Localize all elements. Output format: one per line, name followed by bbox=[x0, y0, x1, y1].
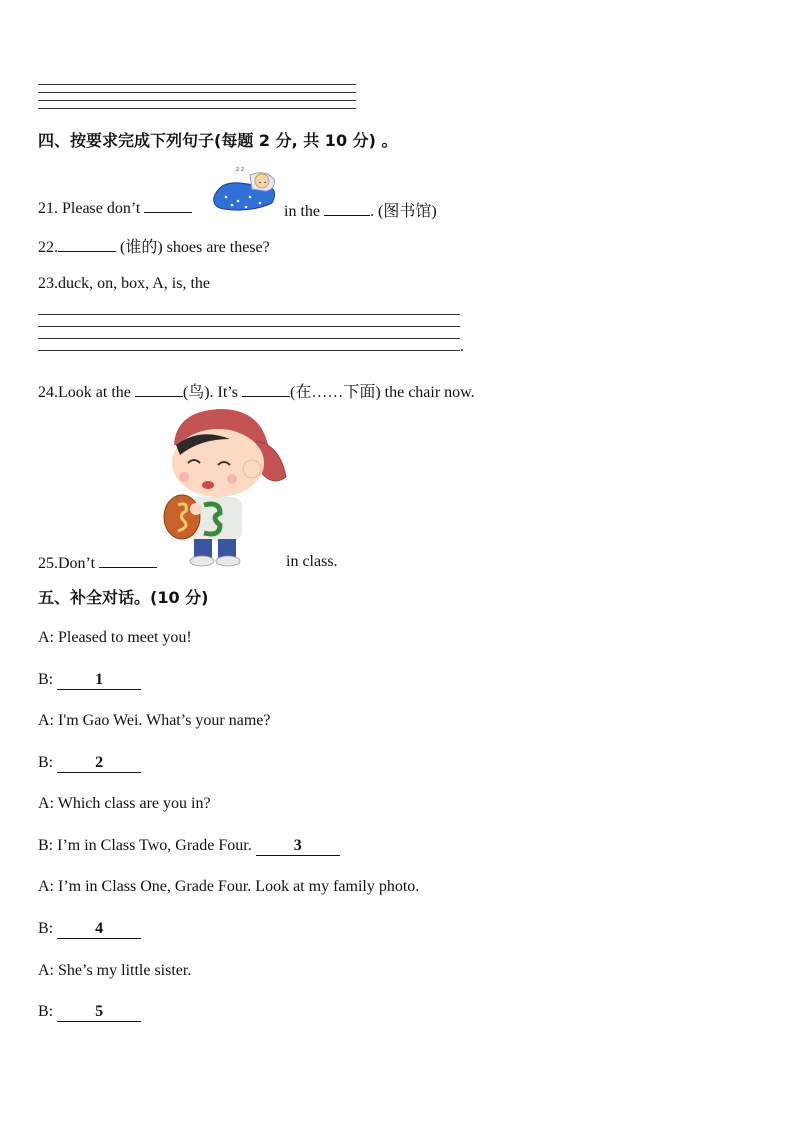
dialogue-line bbox=[38, 1003, 141, 1022]
q25-start: 25.Don’t bbox=[38, 555, 96, 572]
speaker-label: B: bbox=[38, 920, 54, 937]
speaker-label: A: bbox=[38, 712, 54, 729]
dialogue-line bbox=[38, 878, 419, 896]
answer-blank-3[interactable]: 3 bbox=[256, 837, 340, 856]
speaker-label: B: bbox=[38, 1003, 54, 1020]
dialogue-text: I’m in Class Two, Grade Four. bbox=[57, 837, 252, 854]
answer-blank-1[interactable]: 1 bbox=[57, 671, 141, 690]
sleeping-picture bbox=[210, 163, 280, 213]
q24-blank-2[interactable] bbox=[242, 382, 290, 397]
dialogue-line bbox=[38, 795, 211, 813]
q21-end: . (图书馆) bbox=[370, 203, 437, 220]
q21-blank-1[interactable] bbox=[144, 198, 192, 213]
q24-start: 24.Look at the bbox=[38, 384, 131, 401]
dialogue-text: I’m in Class One, Grade Four. Look at my family photo. bbox=[58, 878, 420, 895]
dialogue-text: Which class are you in? bbox=[57, 795, 211, 812]
dialogue-text: Pleased to meet you! bbox=[58, 629, 192, 646]
q22-end: (谁的) shoes are these? bbox=[120, 239, 270, 256]
q24-mid: (鸟). It’s bbox=[182, 384, 238, 401]
dialogue-line bbox=[38, 629, 192, 647]
dialogue-line bbox=[38, 671, 141, 690]
question-21-rest bbox=[284, 198, 437, 221]
answer-line bbox=[38, 100, 356, 101]
speaker-label: B: bbox=[38, 671, 54, 688]
answer-line bbox=[38, 92, 356, 93]
dialogue-line bbox=[38, 837, 340, 856]
dialogue-line bbox=[38, 712, 271, 730]
question-24 bbox=[38, 379, 475, 402]
q21-mid: in the bbox=[284, 203, 320, 220]
speaker-label: B: bbox=[38, 837, 54, 854]
q23-end-mark: . bbox=[460, 338, 464, 355]
dialogue-text: I'm Gao Wei. What’s your name? bbox=[58, 712, 271, 729]
boy-eating-picture bbox=[160, 405, 292, 567]
dialogue-text: She’s my little sister. bbox=[58, 962, 192, 979]
speaker-label: A: bbox=[38, 795, 54, 812]
dialogue-line bbox=[38, 962, 191, 980]
q25-blank[interactable] bbox=[99, 553, 157, 568]
q25-end: in class. bbox=[286, 553, 338, 570]
q23-answer-line[interactable] bbox=[38, 326, 460, 327]
section-4-heading: 四、按要求完成下列句子(每题 2 分, 共 10 分) 。 bbox=[38, 131, 398, 150]
speaker-label: A: bbox=[38, 629, 54, 646]
question-23: 23.duck, on, box, A, is, the bbox=[38, 275, 210, 292]
question-21 bbox=[38, 198, 192, 218]
svg-text:z z: z z bbox=[236, 166, 245, 173]
answer-blank-2[interactable]: 2 bbox=[57, 754, 141, 773]
answer-line bbox=[38, 108, 356, 109]
dialogue-line bbox=[38, 754, 141, 773]
q23-answer-line[interactable] bbox=[38, 314, 460, 315]
q23-answer-line[interactable] bbox=[38, 338, 460, 339]
q22-blank[interactable] bbox=[58, 237, 116, 252]
answer-blank-5[interactable]: 5 bbox=[57, 1003, 141, 1022]
q24-blank-1[interactable] bbox=[135, 382, 183, 397]
section-5-heading: 五、补全对话。(10 分) bbox=[38, 588, 209, 607]
q22-num: 22. bbox=[38, 239, 58, 256]
speaker-label: A: bbox=[38, 878, 54, 895]
q24-end: (在……下面) the chair now. bbox=[289, 384, 475, 401]
answer-blank-4[interactable]: 4 bbox=[57, 920, 141, 939]
answer-line bbox=[38, 84, 356, 85]
question-25 bbox=[38, 553, 157, 573]
q21-blank-2[interactable] bbox=[324, 201, 370, 216]
speaker-label: A: bbox=[38, 962, 54, 979]
speaker-label: B: bbox=[38, 754, 54, 771]
q21-start: 21. Please don’t bbox=[38, 200, 141, 217]
question-22 bbox=[38, 234, 270, 257]
q23-answer-line[interactable] bbox=[38, 350, 460, 351]
dialogue-line bbox=[38, 920, 141, 939]
